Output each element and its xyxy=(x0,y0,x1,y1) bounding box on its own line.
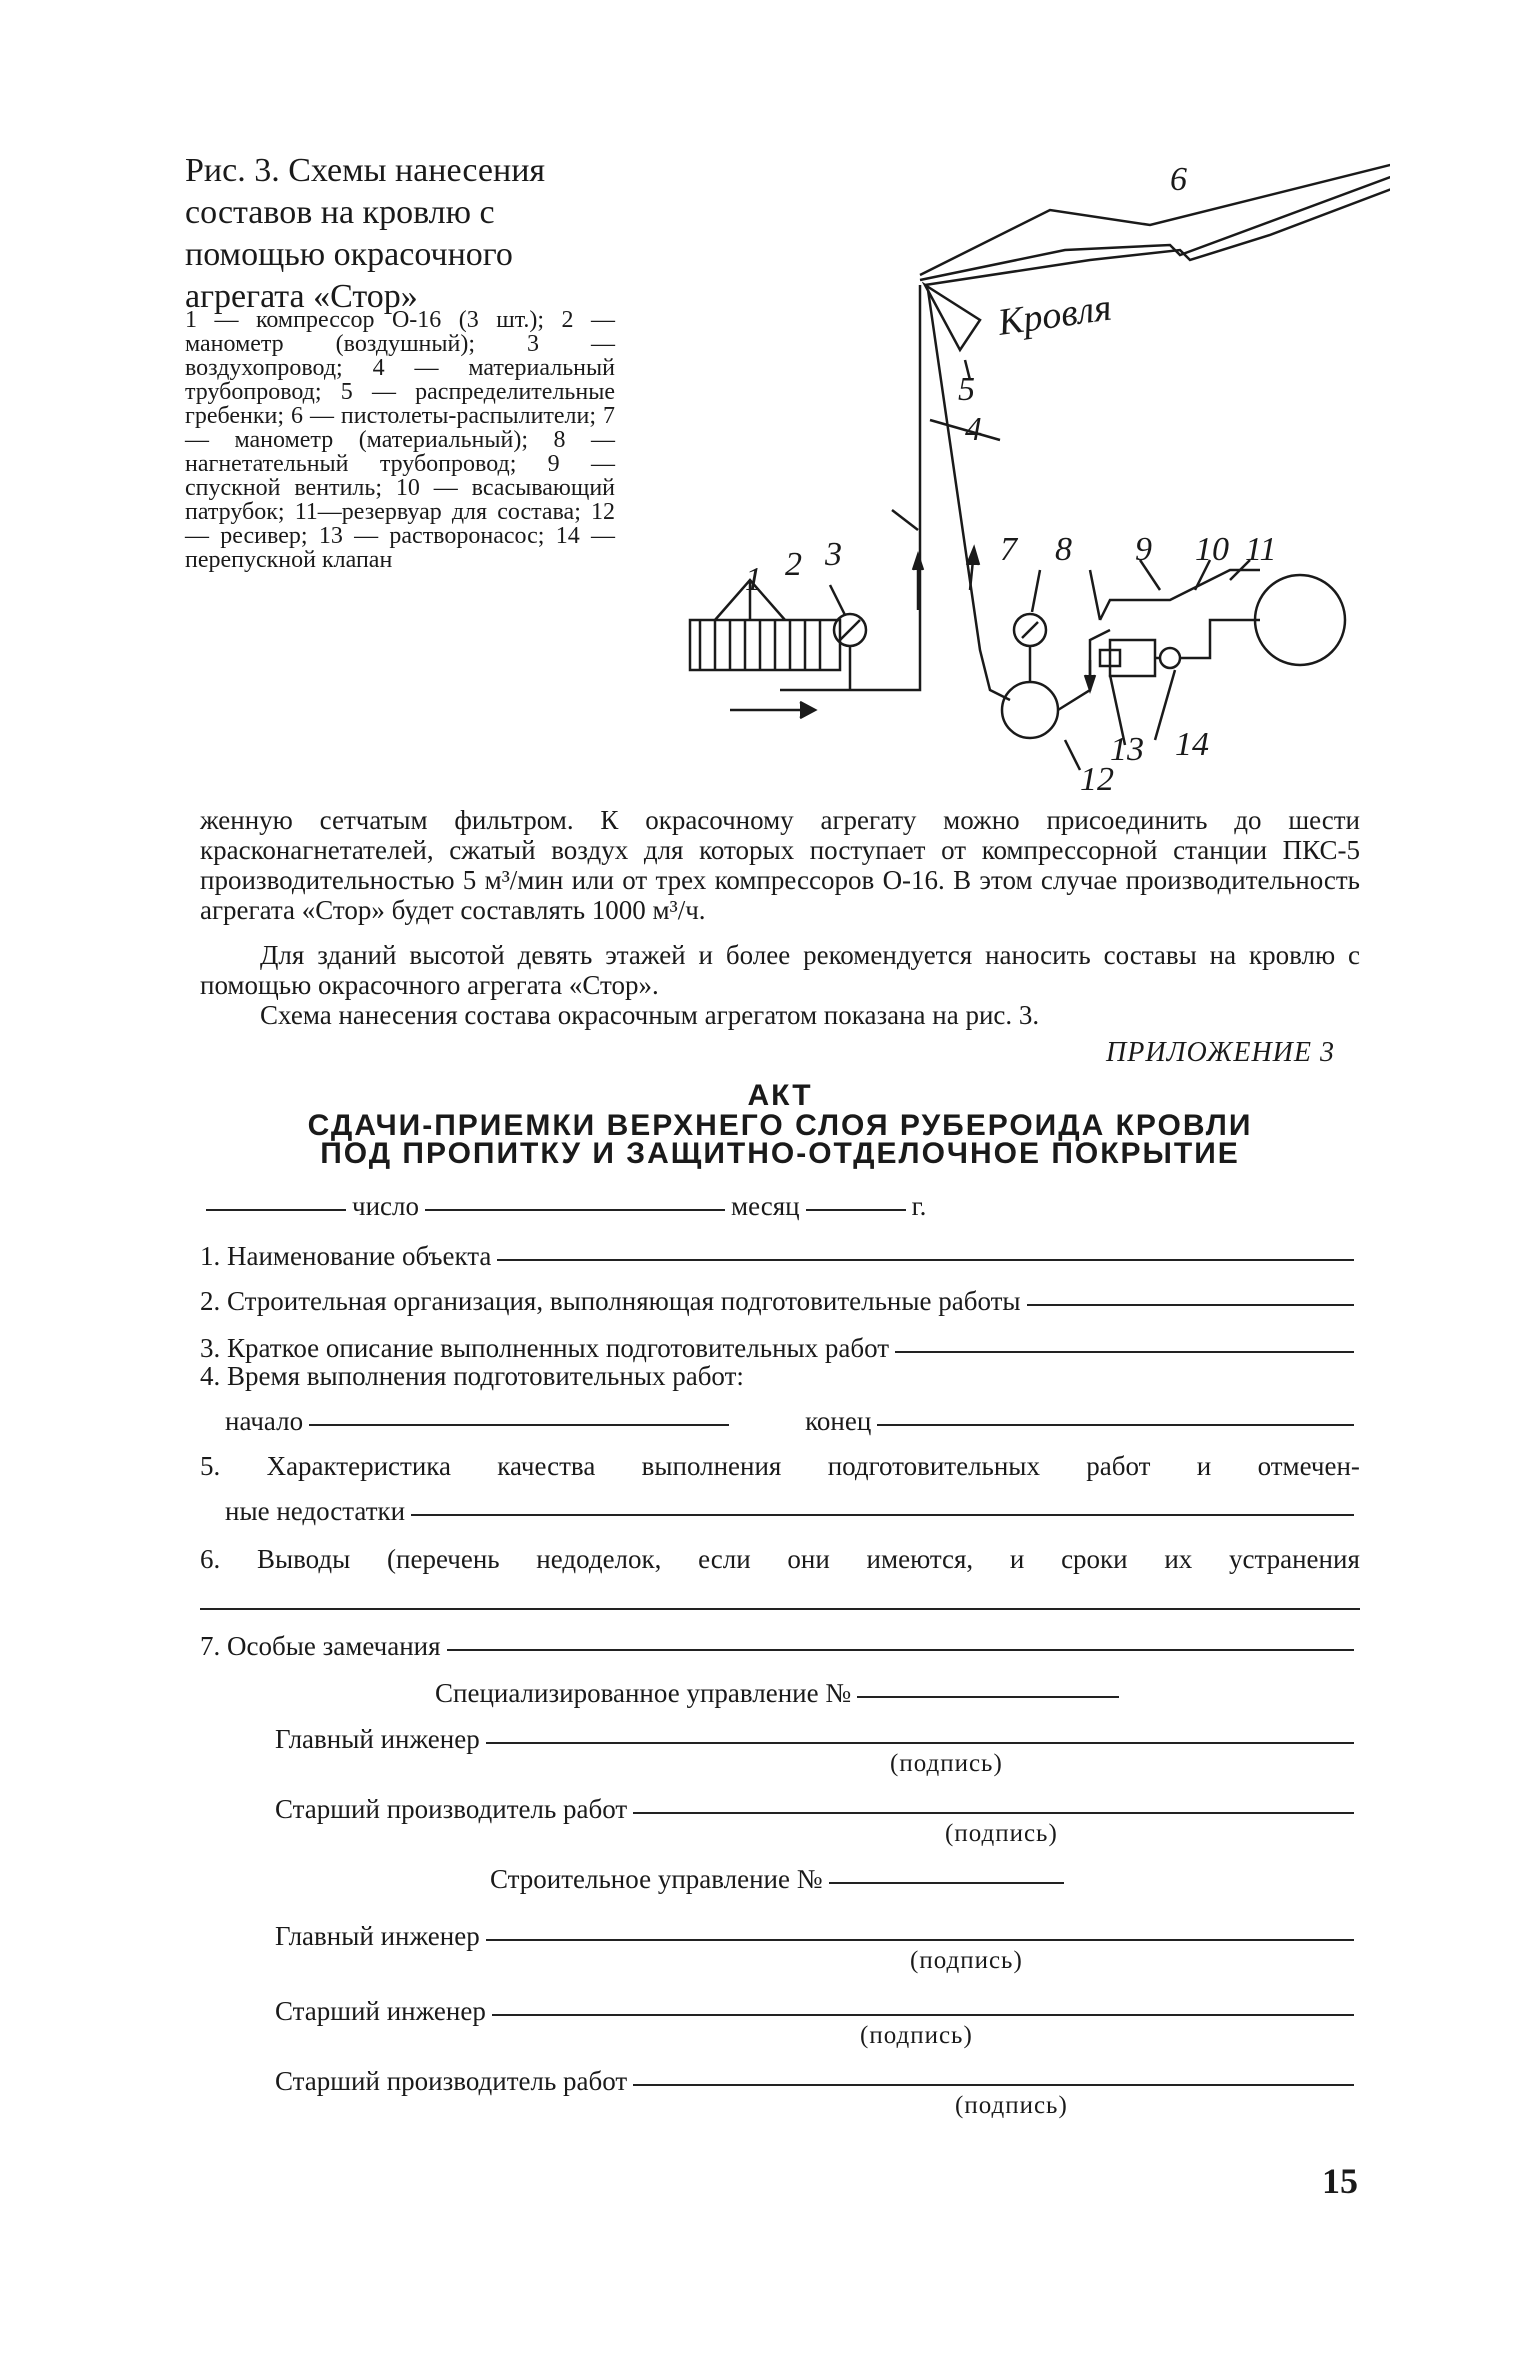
signature-caption: (подпись) xyxy=(910,1947,1023,1974)
month-label: месяц xyxy=(731,1191,800,1221)
start-label: начало xyxy=(225,1406,304,1436)
item-2-label: 2. Строительная организация, выполняющая подготовительные работы xyxy=(200,1286,1021,1316)
start-blank[interactable] xyxy=(309,1424,729,1426)
day-blank[interactable] xyxy=(206,1209,346,1211)
compressor-block xyxy=(690,620,840,670)
senior-foreman-1-row xyxy=(275,1793,1360,1825)
item-6-word: их xyxy=(1164,1544,1193,1574)
item-6-word: недоделок, xyxy=(536,1544,662,1574)
spec-dept-row xyxy=(435,1677,1125,1709)
day-label: число xyxy=(352,1191,419,1221)
page-number: 15 xyxy=(1322,2161,1358,2201)
chief-engineer-1-row xyxy=(275,1723,1360,1755)
item-6-row xyxy=(200,1543,1360,1575)
signature-caption: (подпись) xyxy=(890,1750,1003,1777)
item-1-row xyxy=(200,1240,1360,1272)
spec-dept-blank[interactable] xyxy=(857,1696,1119,1698)
label-7: 7 xyxy=(1000,531,1017,568)
paragraph-1: женную сетчатым фильтром. К окрасочному агрегату можно присоединить до шести красконагнетателей, сжатый воздух для которых поступает от компрессорной станции ПКС-5 производительностью 5 м³/мин или от трех компрессоров О-16. В этом случае производительность агрегата «Стор» будет составлять 1000 м³/ч. xyxy=(200,805,1360,925)
chief-engineer-2-label: Главный инженер xyxy=(275,1921,480,1951)
chief-engineer-2-row xyxy=(275,1920,1360,1952)
year-blank[interactable] xyxy=(806,1209,906,1211)
item-6-word: (перечень xyxy=(387,1544,500,1574)
item-6-word: Выводы xyxy=(256,1544,351,1574)
time-row xyxy=(225,1405,1360,1437)
figure-diagram xyxy=(670,150,1390,800)
pump xyxy=(1110,640,1155,676)
build-dept-row xyxy=(490,1863,1070,1895)
paragraph-3: Схема нанесения состава окрасочным агрегатом показана на рис. 3. xyxy=(260,1000,1040,1030)
item-3-blank[interactable] xyxy=(895,1351,1354,1353)
senior-engineer-row xyxy=(275,1995,1360,2027)
label-12: 12 xyxy=(1080,761,1114,798)
item-2-row xyxy=(200,1285,1360,1317)
appendix-label: ПРИЛОЖЕНИЕ 3 xyxy=(1106,1037,1335,1068)
figure-legend: 1 — компрессор О-16 (3 шт.); 2 — манометр (воздушный); 3 — воздухопровод; 4 — материальный трубопровод; 5 — распределительные гребенки; 6 — пистолеты-распылители; 7 — манометр (материальный); 8 — нагнетательный трубопровод; 9 — спускной вентиль; 10 — всасывающий патрубок; 11—резервуар для состава; 12 — ресивер; 13 — растворонасос; 14 — перепускной клапан xyxy=(185,307,615,573)
signature-caption: (подпись) xyxy=(860,2022,973,2049)
build-dept-blank[interactable] xyxy=(829,1882,1065,1884)
item-5-row xyxy=(200,1450,1360,1482)
senior-foreman-2-row xyxy=(275,2065,1360,2097)
item-6-word: имеются, xyxy=(866,1544,974,1574)
item-4-label: 4. Время выполнения подготовительных работ: xyxy=(200,1361,744,1391)
item-5-word: выполнения xyxy=(641,1451,782,1481)
end-label: конец xyxy=(805,1406,872,1436)
build-dept-label: Строительное управление № xyxy=(490,1864,823,1894)
label-13: 13 xyxy=(1110,731,1144,768)
item-6-blank[interactable] xyxy=(200,1608,1360,1610)
chief-engineer-1-label: Главный инженер xyxy=(275,1724,480,1754)
pipe-4 xyxy=(928,290,1010,700)
month-name-blank[interactable] xyxy=(425,1209,725,1211)
label-3: 3 xyxy=(825,536,842,573)
item-3-label: 3. Краткое описание выполненных подготовительных работ xyxy=(200,1333,890,1363)
senior-foreman-2-label: Старший производитель работ xyxy=(275,2066,628,2096)
senior-foreman-1-blank[interactable] xyxy=(633,1812,1354,1814)
item-7-row xyxy=(200,1630,1360,1662)
item-5-word: 5. xyxy=(200,1451,221,1481)
label-1: 1 xyxy=(745,561,762,598)
spray-left xyxy=(925,285,980,350)
end-blank[interactable] xyxy=(877,1424,1354,1426)
item-5-blank[interactable] xyxy=(411,1514,1354,1516)
item-5-word: подготовительных xyxy=(827,1451,1040,1481)
item-6-word: 6. xyxy=(200,1544,221,1574)
item-7-blank[interactable] xyxy=(447,1649,1354,1651)
chief-engineer-1-blank[interactable] xyxy=(486,1742,1354,1744)
bypass-valve xyxy=(1160,648,1180,668)
item-5-word: качества xyxy=(497,1451,596,1481)
label-6: 6 xyxy=(1170,161,1187,198)
item-5-cont-row xyxy=(225,1495,1360,1527)
chief-engineer-2-blank[interactable] xyxy=(486,1939,1354,1941)
item-6-word: сроки xyxy=(1061,1544,1128,1574)
label-4: 4 xyxy=(965,411,982,448)
item-4-row xyxy=(200,1360,1360,1392)
label-8: 8 xyxy=(1055,531,1072,568)
item-5-word: Характеристика xyxy=(266,1451,451,1481)
item-2-blank[interactable] xyxy=(1027,1304,1354,1306)
receiver xyxy=(1002,682,1058,738)
item-5-word: работ xyxy=(1086,1451,1151,1481)
item-6-word: и xyxy=(1009,1544,1025,1574)
label-14: 14 xyxy=(1175,726,1209,763)
signature-caption: (подпись) xyxy=(955,2092,1068,2119)
label-10: 10 xyxy=(1195,531,1229,568)
senior-foreman-2-blank[interactable] xyxy=(633,2084,1354,2086)
label-11: 11 xyxy=(1245,531,1277,568)
item-1-label: 1. Наименование объекта xyxy=(200,1241,492,1271)
signature-caption: (подпись) xyxy=(945,1820,1058,1847)
senior-foreman-1-label: Старший производитель работ xyxy=(275,1794,628,1824)
item-5-word: и xyxy=(1196,1451,1212,1481)
date-row xyxy=(200,1190,1000,1222)
item-6-word: если xyxy=(698,1544,751,1574)
label-5: 5 xyxy=(958,371,975,408)
year-label: г. xyxy=(911,1191,927,1221)
senior-engineer-blank[interactable] xyxy=(492,2014,1354,2016)
label-9: 9 xyxy=(1135,531,1152,568)
item-7-label: 7. Особые замечания xyxy=(200,1631,441,1661)
act-title: АКТ xyxy=(747,1079,813,1112)
figure-caption-title: Рис. 3. Схемы нанесения составов на кровлю с помощью окрасочного агрегата «Стор» xyxy=(185,152,546,315)
item-5-word: отмечен- xyxy=(1257,1451,1360,1481)
act-subtitle-2: ПОД ПРОПИТКУ И ЗАЩИТНО-ОТДЕЛОЧНОЕ ПОКРЫТИЕ xyxy=(320,1137,1240,1170)
senior-engineer-label: Старший инженер xyxy=(275,1996,486,2026)
paragraph-2: Для зданий высотой девять этажей и более рекомендуется наносить составы на кровлю с помощью окрасочного агрегата «Стор». xyxy=(200,940,1360,1000)
roof-line xyxy=(920,150,1390,275)
item-1-blank[interactable] xyxy=(497,1259,1354,1261)
item-6-word: они xyxy=(787,1544,830,1574)
item-6-word: устранения xyxy=(1229,1544,1360,1574)
tank xyxy=(1255,575,1345,665)
spec-dept-label: Специализированное управление № xyxy=(435,1678,852,1708)
item-5-cont-label: ные недостатки xyxy=(225,1496,406,1526)
act-subtitle-1: СДАЧИ-ПРИЕМКИ ВЕРХНЕГО СЛОЯ РУБЕРОИДА КРОВЛИ xyxy=(307,1109,1253,1142)
roof-label: Кровля xyxy=(995,286,1115,344)
label-2: 2 xyxy=(785,546,802,583)
